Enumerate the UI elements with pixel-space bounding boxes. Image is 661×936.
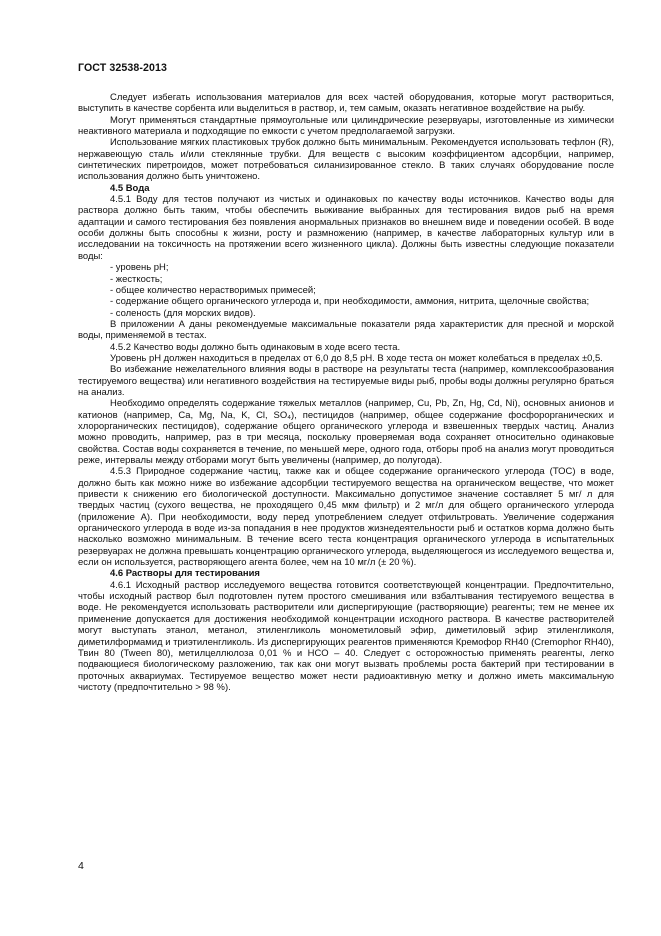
paragraph: 4.5.2 Качество воды должно быть одинаковым в ходе всего теста.: [110, 341, 401, 353]
page-number: 4: [78, 860, 84, 872]
paragraph: Использование мягких пластиковых трубок должно быть минимальным. Рекомендуется использовать тефлон (R), нержавеющую сталь и/или стеклянные трубки. Для веществ с высоким коэффициентом адсорбции, например, синтетических пиретроидов, может потребоваться силанизированное стекло. В таких случаях оборудование после использования должно быть уничтожено.: [78, 137, 614, 183]
list-item: - содержание общего органического углерода и, при необходимости, аммония, нитрита, щелочные свойства;: [110, 296, 590, 308]
paragraph: 4.5.3 Природное содержание частиц, также как и общее содержание органического углерода (ТОС) в воде, должно быть как можно ниже во избежание адсорбции тестируемого вещества на органическом веществе, что может привести к снижению его биологической доступности. Максимально допустимое значение составляет 5 мг/ л для твердых частиц (сухого вещества, не проходящего 0,45 мкм фильтр) и 2 мг/л для общего органического углерода (приложение А). При необходимости, воду перед употреблением следует отфильтровать. Увеличение содержания органического углерода в воде из-за попадания в нее продуктов жизнедеятельности рыб и остатков корма должно быть насколько возможно минимальным. В течение всего теста концентрация органического углерода в испытательных резервуарах не должна превышать концентрацию органического углерода, выделяющегося из исследуемого вещества и, если он используется, растворяющего агента более, чем на 10 мг/л (± 20 %).: [78, 466, 614, 569]
paragraph: В приложении А даны рекомендуемые максимальные показатели ряда характеристик для пресной и морской воды, применяемой в тестах.: [78, 318, 614, 342]
list-item: - жесткость;: [110, 273, 163, 285]
document-standard-title: ГОСТ 32538-2013: [78, 62, 167, 74]
section-heading: 4.5 Вода: [110, 182, 150, 194]
paragraph: Необходимо определять содержание тяжелых металлов (например, Cu, Pb, Zn, Hg, Cd, Ni), основных анионов и катионов (например, Ca, Mg, Na, K, Cl, SO₄), пестицидов (например, общее содержание фосфорорганических и хлорорганических пестицидов), содержание общего органического углерода и взвешенных твердых частиц. Анализ можно проводить, например, раз в три месяца, поскольку проверяемая вода сохраняет относительно одинаковые свойства. Состав воды сохраняется в течение, по меньшей мере, одного года, отборы проб на анализ могут проводиться реже, интервалы между отборами могут быть увеличены (например, до полугода).: [78, 398, 614, 466]
section-heading: 4.6 Растворы для тестирования: [110, 568, 260, 580]
document-body: [78, 92, 614, 693]
paragraph: Уровень pH должен находиться в пределах от 6,0 до 8,5 pH. В ходе теста он может колебаться в пределах ±0,5.: [110, 352, 603, 364]
paragraph: Следует избегать использования материалов для всех частей оборудования, которые могут раствориться, выступить в качестве сорбента или выделиться в раствор, и, тем самым, оказать негативное воздействие на рыбу.: [78, 92, 614, 115]
paragraph: Могут применяться стандартные прямоугольные или цилиндрические резервуары, изготовленные из химически неактивного материала и подходящие по емкости с учетом предполагаемой загрузки.: [78, 114, 614, 138]
list-item: - соленость (для морских видов).: [110, 307, 256, 319]
paragraph: 4.5.1 Воду для тестов получают из чистых и одинаковых по качеству воды источников. Качество воды для раствора должно быть таким, чтобы обеспечить выживание выбранных для тестирования видов рыб на время адаптации и самого тестирования без появления анормальных признаков во внешнем виде и поведении особей. В воде особи должны быть способны к жизни, росту и размножению (например, в качестве лабораторных культур или в исследовании на токсичность на протяжении всего жизненного цикла). Должны быть известны следующие показатели воды:: [78, 194, 614, 262]
paragraph: Во избежание нежелательного влияния воды в растворе на результаты теста (например, комплексообразования тестируемого вещества) или негативного воздействия на тестируемые виды рыб, пробы воды должны регулярно браться на анализ.: [78, 364, 614, 398]
paragraph: 4.6.1 Исходный раствор исследуемого вещества готовится соответствующей концентрации. Предпочтительно, чтобы исходный раствор был подготовлен путем простого смешивания или взбалтывания тестируемого вещества в воде. Не рекомендуется использовать растворители или диспергирующие (растворяющие) реагенты; тем не менее их применение допускается для достижения необходимой концентрации исходного раствора. В качестве растворителей могут выступать этанол, метанол, этиленгликоль монометиловый эфир, диметиловый эфир этиленгликоля, диметилформамид и триэтиленгликоль. Из диспергирующих реагентов применяются Кремофор RH40 (Cremophor RH40), Твин 80 (Tween 80), метилцеллюлоза 0,01 % и HCO – 40. Следует с осторожностью применять реагенты, легко подвающиеся биологическому разложению, так как они могут вызвать проблемы роста бактерий при тестировании в проточных аквариумах. Тестируемое вещество может нести радиоактивную метку и должно иметь максимальную чистоту (предпочтительно > 98 %).: [78, 579, 614, 693]
list-item: - общее количество нерастворимых примесей;: [110, 284, 316, 296]
list-item: - уровень pH;: [110, 262, 169, 274]
